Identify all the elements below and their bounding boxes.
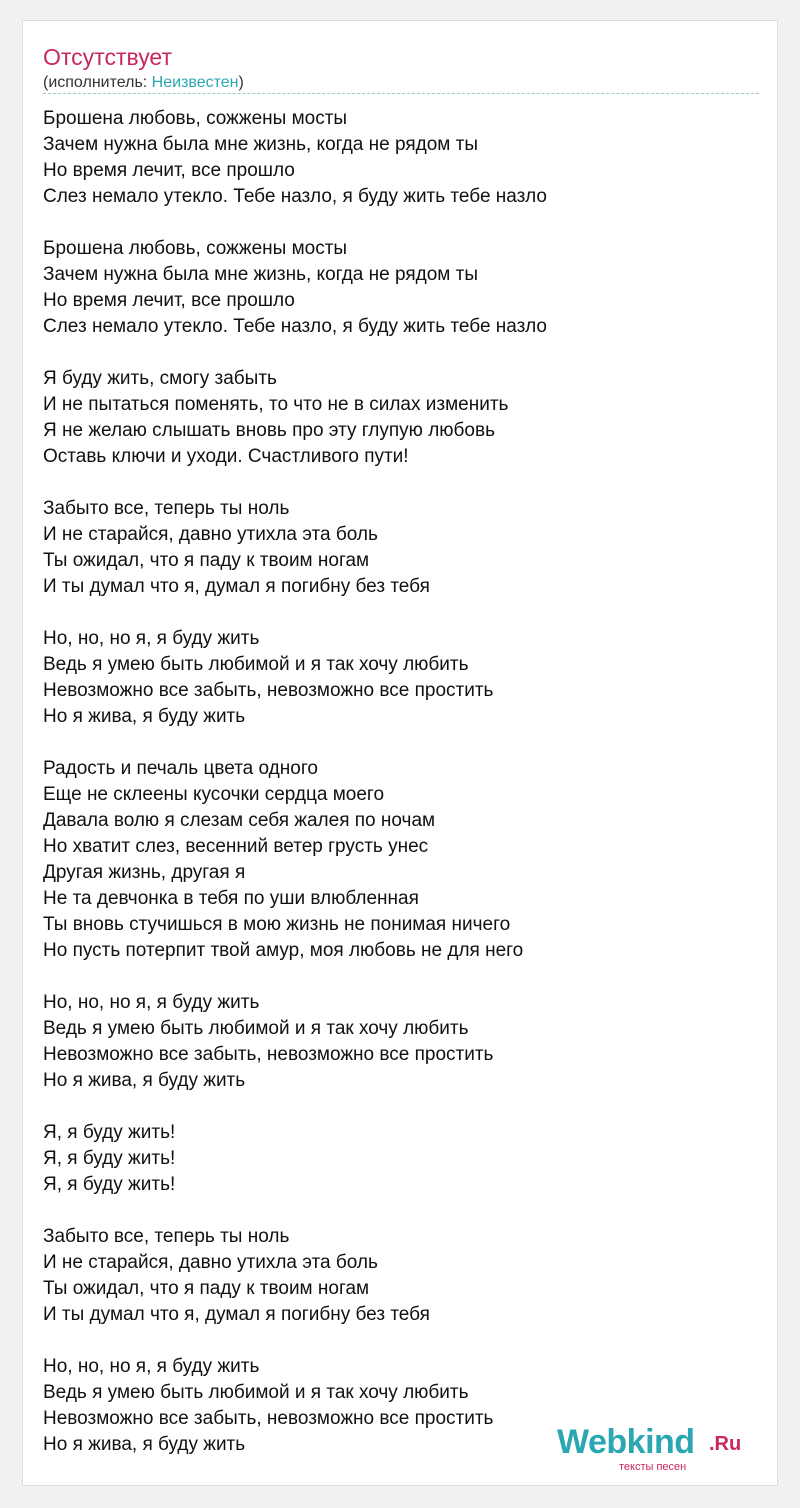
lyrics-stanza [43,990,759,1094]
lyrics-line: Но хватит слез, весенний ветер грусть унес [43,836,429,857]
lyrics-stanza [43,1120,759,1198]
lyrics-line: Невозможно все забыть, невозможно все простить [43,680,494,701]
song-title: Отсутствует [43,44,172,70]
lyrics-line: Забыто все, теперь ты ноль [43,1226,290,1247]
lyrics-stanza [43,496,759,600]
artist-prefix: (исполнитель: [43,74,152,91]
lyrics-line: Зачем нужна была мне жизнь, когда не рядом ты [43,264,478,285]
lyrics-line: Но я жива, я буду жить [43,1434,246,1455]
lyrics-line: Ты ожидал, что я паду к твоим ногам [43,1278,370,1299]
lyrics-stanza [43,236,759,340]
lyrics-line: Я, я буду жить! [43,1148,176,1169]
lyrics-stanza [43,366,759,470]
lyrics-line: Радость и печаль цвета одного [43,758,318,779]
artist-line [43,73,759,93]
song-header [43,43,759,94]
lyrics-line: Я не желаю слышать вновь про эту глупую любовь [43,420,495,441]
lyrics-line: Слез немало утекло. Тебе назло, я буду жить тебе назло [43,186,548,207]
lyrics-line: Забыто все, теперь ты ноль [43,498,290,519]
lyrics-line: И не пытаться поменять, то что не в силах изменить [43,394,509,415]
logo-wordmark: Webkind [557,1423,695,1461]
lyrics-line: Я, я буду жить! [43,1122,176,1143]
lyrics-line: Ведь я умею быть любимой и я так хочу любить [43,1018,469,1039]
lyrics-line: Зачем нужна была мне жизнь, когда не рядом ты [43,134,478,155]
lyrics-line: Я, я буду жить! [43,1174,176,1195]
lyrics-text [43,106,759,1484]
lyrics-line: И не старайся, давно утихла эта боль [43,1252,378,1273]
lyrics-stanza [43,626,759,730]
lyrics-line: Но, но, но я, я буду жить [43,992,260,1013]
lyrics-line: Другая жизнь, другая я [43,862,246,883]
lyrics-line: Ты вновь стучишься в мою жизнь не понимая ничего [43,914,511,935]
lyrics-line: Слез немало утекло. Тебе назло, я буду жить тебе назло [43,316,548,337]
logo-domain-suffix: .Ru [709,1433,742,1455]
lyrics-line: Невозможно все забыть, невозможно все простить [43,1044,494,1065]
lyrics-line: Еще не склеены кусочки сердца моего [43,784,385,805]
lyrics-line: Я буду жить, смогу забыть [43,368,277,389]
lyrics-line: Не та девчонка в тебя по уши влюбленная [43,888,419,909]
lyrics-line: И ты думал что я, думал я погибну без тебя [43,1304,430,1325]
lyrics-line: Невозможно все забыть, невозможно все простить [43,1408,494,1429]
lyrics-stanza [43,756,759,964]
lyrics-line: Но, но, но я, я буду жить [43,628,260,649]
lyrics-line: Ведь я умею быть любимой и я так хочу любить [43,654,469,675]
lyrics-stanza [43,106,759,210]
lyrics-line: Брошена любовь, сожжены мосты [43,108,348,129]
lyrics-stanza [43,1224,759,1328]
lyrics-line: И ты думал что я, думал я погибну без тебя [43,576,430,597]
artist-link[interactable]: Неизвестен [151,74,239,91]
webkind-logo[interactable] [557,1423,747,1473]
lyrics-line: Давала волю я слезам себя жалея по ночам [43,810,436,831]
logo-subtitle: тексты песен [619,1461,687,1473]
lyrics-line: Но я жива, я буду жить [43,1070,246,1091]
lyrics-line: Но я жива, я буду жить [43,706,246,727]
header-divider [43,93,759,94]
lyrics-line: Ты ожидал, что я паду к твоим ногам [43,550,370,571]
lyrics-page [22,20,778,1486]
lyrics-line: Но время лечит, все прошло [43,160,295,181]
lyrics-line: И не старайся, давно утихла эта боль [43,524,378,545]
lyrics-line: Брошена любовь, сожжены мосты [43,238,348,259]
lyrics-line: Оставь ключи и уходи. Счастливого пути! [43,446,409,467]
lyrics-line: Ведь я умею быть любимой и я так хочу любить [43,1382,469,1403]
lyrics-line: Но, но, но я, я буду жить [43,1356,260,1377]
lyrics-line: Но пусть потерпит твой амур, моя любовь не для него [43,940,524,961]
artist-suffix: ) [238,74,244,91]
lyrics-line: Но время лечит, все прошло [43,290,295,311]
